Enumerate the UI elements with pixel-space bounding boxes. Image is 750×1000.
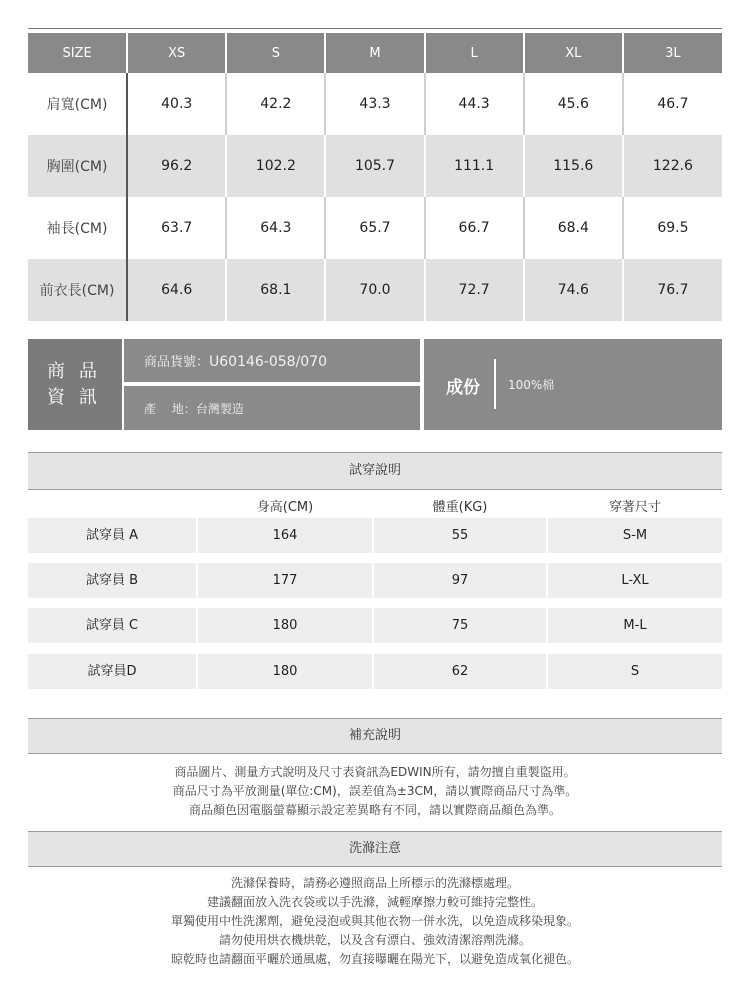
product-info — [28, 339, 722, 430]
table-cell: 69.5 — [623, 197, 722, 259]
product-code-label: 商品貨號： — [144, 355, 210, 370]
table-row — [28, 197, 722, 259]
row-label: 前衣長(CM) — [28, 259, 127, 321]
fitting-size: S — [548, 654, 722, 689]
fitting-row — [28, 608, 722, 643]
product-material — [424, 339, 722, 430]
product-info-label-line2: 資訊 — [47, 386, 111, 408]
table-cell: 115.6 — [524, 135, 623, 197]
material-value: 100%棉 — [508, 378, 555, 392]
table-cell: 122.6 — [623, 135, 722, 197]
row-label: 肩寬(CM) — [28, 73, 127, 135]
fitting-row — [28, 563, 722, 598]
table-row — [28, 73, 722, 135]
fitting-title: 試穿說明 — [348, 463, 401, 478]
supplement-title: 補充說明 — [348, 728, 401, 743]
table-cell: 40.3 — [127, 73, 226, 135]
header-l: L — [425, 33, 524, 73]
table-cell: 72.7 — [425, 259, 524, 321]
table-cell: 68.4 — [524, 197, 623, 259]
table-cell: 70.0 — [325, 259, 424, 321]
supplement-line: 商品圖片、測量方式說明及尺寸表資訊為EDWIN所有，請勿擅自重製盜用。 — [174, 765, 576, 779]
material-label: 成份 — [446, 378, 480, 398]
table-cell: 76.7 — [623, 259, 722, 321]
fitting-name: 試穿員 B — [28, 563, 196, 598]
washing-title-bar — [28, 831, 722, 867]
supplement-text — [28, 763, 722, 820]
washing-line: 單獨使用中性洗潔劑，避免浸泡或與其他衣物一併水洗，以免造成移染現象。 — [170, 914, 579, 928]
fitting-name: 試穿員 A — [28, 518, 196, 553]
fitting-height: 180 — [198, 654, 372, 689]
header-xl: XL — [524, 33, 623, 73]
supplement-title-bar — [28, 718, 722, 754]
fitting-size: L-XL — [548, 563, 722, 598]
header-xs: XS — [127, 33, 226, 73]
table-cell: 44.3 — [425, 73, 524, 135]
header-m: M — [325, 33, 424, 73]
fitting-height: 177 — [198, 563, 372, 598]
fitting-height: 164 — [198, 518, 372, 553]
table-cell: 74.6 — [524, 259, 623, 321]
fitting-title-bar — [28, 452, 722, 490]
table-cell: 42.2 — [226, 73, 325, 135]
fitting-name: 試穿員 C — [28, 608, 196, 643]
size-table — [28, 33, 722, 321]
table-cell: 96.2 — [127, 135, 226, 197]
washing-line: 晾乾時也請翻面平曬於通風處，勿直接曝曬在陽光下，以避免造成氧化褪色。 — [170, 952, 579, 966]
product-code-value: U60146-058/070 — [209, 354, 328, 370]
fitting-size: S-M — [548, 518, 722, 553]
top-divider — [28, 28, 722, 29]
table-row — [28, 135, 722, 197]
table-cell: 102.2 — [226, 135, 325, 197]
fitting-weight: 55 — [374, 518, 546, 553]
header-size: SIZE — [28, 33, 127, 73]
row-label: 袖長(CM) — [28, 197, 127, 259]
table-cell: 105.7 — [325, 135, 424, 197]
washing-text — [28, 874, 722, 969]
table-cell: 63.7 — [127, 197, 226, 259]
fitting-weight: 97 — [374, 563, 546, 598]
header-s: S — [226, 33, 325, 73]
table-cell: 66.7 — [425, 197, 524, 259]
product-origin: 產 地：台灣製造 — [124, 386, 420, 430]
fitting-col-height: 身高(CM) — [256, 500, 314, 515]
table-cell: 64.3 — [226, 197, 325, 259]
fitting-weight: 75 — [374, 608, 546, 643]
table-cell: 45.6 — [524, 73, 623, 135]
fitting-weight: 62 — [374, 654, 546, 689]
table-cell: 68.1 — [226, 259, 325, 321]
product-code — [124, 339, 420, 382]
fitting-row — [28, 518, 722, 553]
product-info-label-line1: 商品 — [47, 360, 111, 382]
fitting-size: M-L — [548, 608, 722, 643]
fitting-name: 試穿員D — [28, 654, 196, 689]
fitting-col-weight: 體重(KG) — [432, 500, 488, 515]
header-3l: 3L — [623, 33, 722, 73]
product-info-label — [28, 339, 122, 430]
supplement-line: 商品尺寸為平放測量(單位:CM)，誤差值為±3CM，請以實際商品尺寸為準。 — [172, 784, 578, 798]
material-divider — [494, 359, 496, 409]
washing-line: 請勿使用烘衣機烘乾，以及含有漂白、強效清潔溶劑洗滌。 — [218, 933, 531, 947]
table-cell: 64.6 — [127, 259, 226, 321]
fitting-col-size: 穿著尺寸 — [608, 500, 661, 515]
table-cell: 111.1 — [425, 135, 524, 197]
table-cell: 46.7 — [623, 73, 722, 135]
row-label: 胸圍(CM) — [28, 135, 127, 197]
table-row — [28, 259, 722, 321]
washing-line: 建議翻面放入洗衣袋或以手洗滌，減輕摩擦力較可維持完整性。 — [206, 895, 543, 909]
washing-line: 洗滌保養時，請務必遵照商品上所標示的洗滌標處理。 — [230, 876, 519, 890]
fitting-row — [28, 654, 722, 689]
size-table-header — [28, 33, 722, 73]
fitting-height: 180 — [198, 608, 372, 643]
table-cell: 65.7 — [325, 197, 424, 259]
table-cell: 43.3 — [325, 73, 424, 135]
supplement-line: 商品顏色因電腦螢幕顯示設定差異略有不同，請以實際商品顏色為準。 — [188, 803, 561, 817]
washing-title: 洗滌注意 — [348, 841, 401, 856]
